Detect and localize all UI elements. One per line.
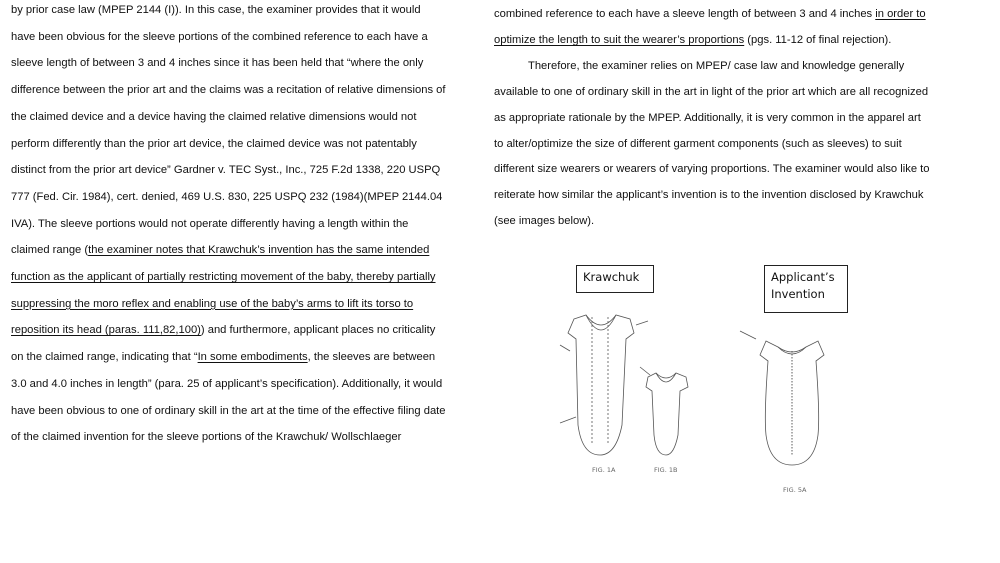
underlined-text: reposition its head (paras. 111,82,100) xyxy=(11,324,201,337)
text-line xyxy=(11,137,417,151)
text-line xyxy=(11,83,445,97)
krawchuk-label: Krawchuk xyxy=(583,270,640,284)
applicant-fig-label: FIG. 5A xyxy=(783,486,807,494)
text-segment: of the claimed invention for the sleeve portions of the Krawchuk/ Wollschlaeger xyxy=(11,431,402,444)
text-line xyxy=(11,350,435,364)
text-line xyxy=(11,3,421,17)
underlined-text: In some embodiments xyxy=(197,351,308,364)
text-line xyxy=(494,59,904,73)
krawchuk-patent-drawing xyxy=(556,305,706,475)
text-segment: have been obvious to one of ordinary skill in the art at the time of the effective filing date xyxy=(11,404,446,417)
text-line xyxy=(494,188,924,202)
text-segment: available to one of ordinary skill in the art in light of the prior art which are all recognized xyxy=(494,85,929,98)
text-line xyxy=(494,214,594,228)
text-line xyxy=(494,162,929,176)
text-segment: (see images below). xyxy=(494,215,595,228)
text-line xyxy=(11,243,429,257)
text-line xyxy=(11,270,436,284)
krawchuk-fig-a-label: FIG. 1A xyxy=(592,466,616,474)
text-line xyxy=(11,217,408,231)
text-line xyxy=(494,33,891,47)
text-segment: the claimed device and a device having the claimed relative dimensions would not xyxy=(11,110,417,123)
text-line xyxy=(11,30,428,44)
text-segment: different size wearers or wearers of varying proportions. The examiner would also like to xyxy=(494,163,930,176)
underlined-text: suppressing the moro reflex and enabling use of the baby’s arms to lift its torso to xyxy=(11,297,414,310)
applicant-patent-drawing xyxy=(736,325,846,485)
text-line xyxy=(494,85,928,99)
text-segment: combined reference to each have a sleeve length of between 3 and 4 inches xyxy=(494,8,876,20)
text-line xyxy=(11,323,435,337)
text-line xyxy=(11,377,442,391)
underlined-text: function as the applicant of partially restricting movement of the baby, thereby partially xyxy=(11,271,436,283)
text-line xyxy=(11,110,416,124)
text-segment: by prior case law (MPEP 2144 (I)). In this case, the examiner provides that it would xyxy=(11,4,421,16)
applicant-label-line1: Applicant’s xyxy=(771,270,835,284)
text-segment: ) and furthermore, applicant places no criticality xyxy=(200,324,436,337)
text-segment: on the claimed range, indicating that “ xyxy=(11,351,198,364)
underlined-text: the examiner notes that Krawchuk’s invention has the same intended xyxy=(88,244,430,257)
text-line xyxy=(11,404,446,418)
text-segment: reiterate how similar the applicant’s invention is to the invention disclosed by Krawchuk xyxy=(494,189,924,202)
text-segment: 777 (Fed. Cir. 1984), cert. denied, 469 U.S. 830, 225 USPQ 232 (1984)(MPEP 2144.04 xyxy=(11,190,443,203)
text-segment: distinct from the prior art device” Gardner v. TEC Syst., Inc., 725 F.2d 1338, 220 USPQ xyxy=(11,164,441,177)
underlined-text: optimize the length to suit the wearer’s proportions xyxy=(494,33,745,46)
text-segment: to alter/optimize the size of different garment components (such as sleeves) to suit xyxy=(494,137,902,150)
applicant-label-box xyxy=(764,265,848,313)
text-line xyxy=(11,190,442,204)
text-segment: Therefore, the examiner relies on MPEP/ case law and knowledge generally xyxy=(528,59,905,72)
text-segment: sleeve length of between 3 and 4 inches since it has been held that “where the only xyxy=(11,57,424,70)
text-segment: as appropriate rationale by the MPEP. Additionally, it is very common in the apparel art xyxy=(494,111,921,124)
text-segment: (pgs. 11-12 of final rejection). xyxy=(744,33,892,46)
text-line xyxy=(494,7,926,21)
text-line xyxy=(11,56,423,70)
text-segment: 3.0 and 4.0 inches in length” (para. 25 of applicant’s specification). Additionally, it would xyxy=(11,377,443,390)
text-segment: have been obvious for the sleeve portions of the combined reference to each have a xyxy=(11,30,428,43)
krawchuk-label-box xyxy=(576,265,654,293)
text-segment: perform differently than the prior art device, the claimed device was not patentably xyxy=(11,137,417,150)
krawchuk-fig-b-label: FIG. 1B xyxy=(654,466,678,474)
text-segment: , the sleeves are between xyxy=(307,351,436,364)
applicant-label-line2: Invention xyxy=(771,287,825,301)
underlined-text: in order to xyxy=(875,8,926,20)
text-segment: IVA). The sleeve portions would not operate differently having a length within the xyxy=(11,217,409,230)
text-line xyxy=(11,430,401,444)
text-segment: difference between the prior art and the claims was a recitation of relative dimensions of xyxy=(11,84,446,97)
text-line xyxy=(494,137,902,151)
text-line xyxy=(11,297,413,311)
text-line xyxy=(494,111,921,125)
text-line xyxy=(11,163,440,177)
text-segment: claimed range ( xyxy=(11,244,89,257)
